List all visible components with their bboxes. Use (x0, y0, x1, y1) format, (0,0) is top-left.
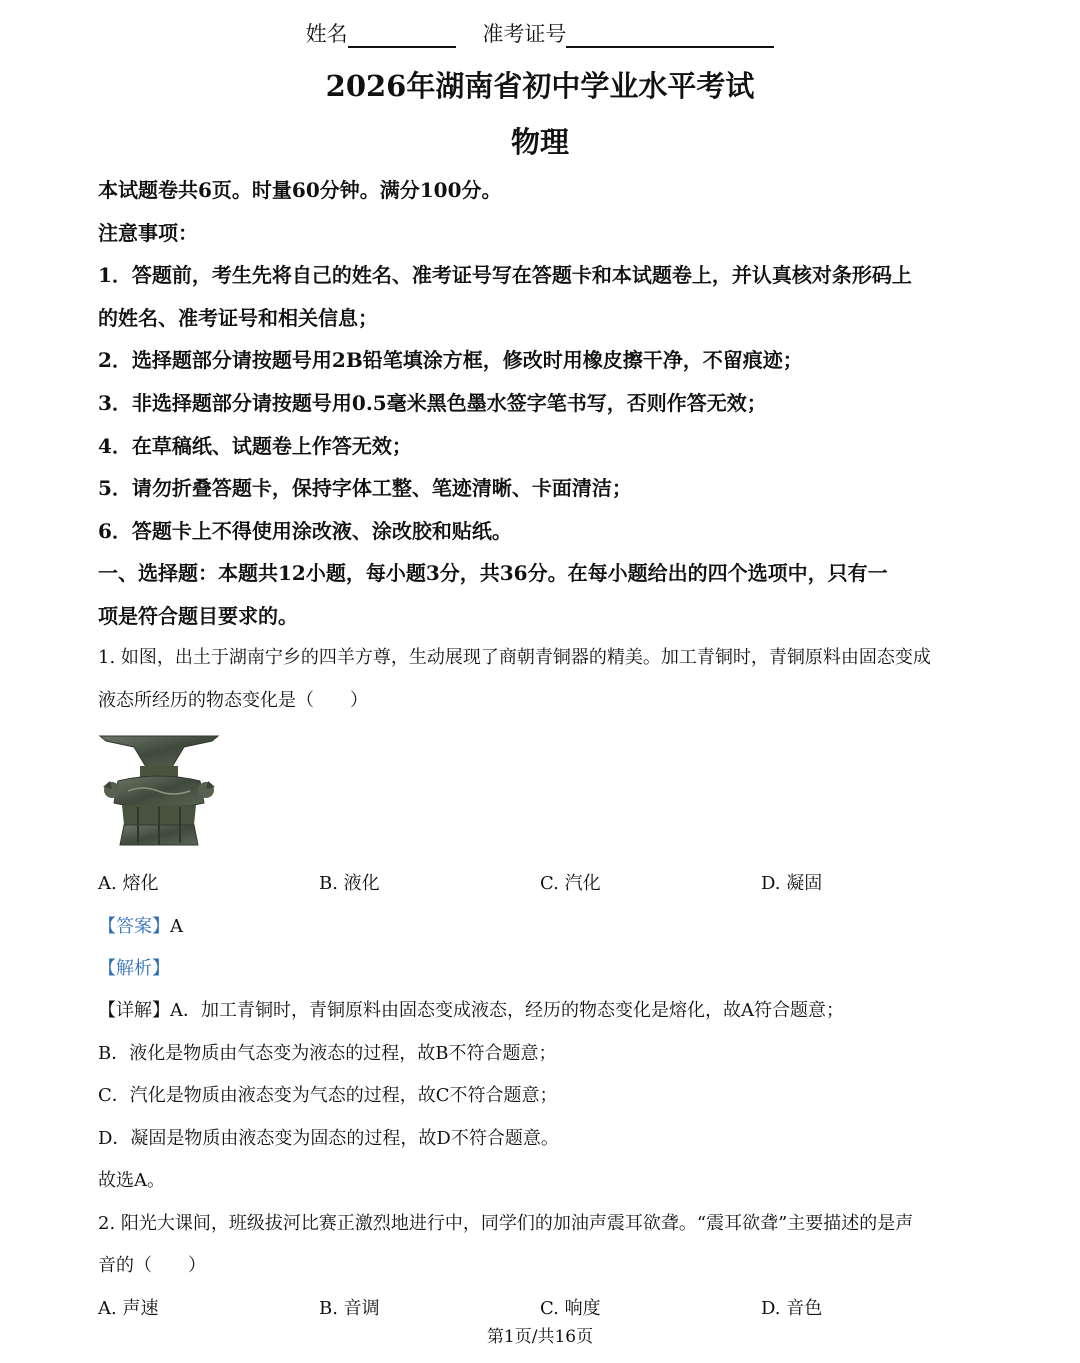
option-c[interactable]: C. 响度 (540, 1298, 601, 1319)
note-line: 4．在草稿纸、试题卷上作答无效； (98, 434, 412, 458)
option-b[interactable]: B. 音调 (319, 1298, 380, 1319)
section-heading: 项是符合题目要求的。 (98, 604, 298, 628)
detail-line: C．汽化是物质由液态变为气态的过程，故C不符合题意； (98, 1085, 558, 1106)
analysis-tag: 【解析】 (98, 958, 170, 979)
note-line: 6．答题卡上不得使用涂改液、涂改胶和贴纸。 (98, 519, 512, 543)
detail-tag: 【详解】 (98, 1000, 170, 1021)
name-label: 姓名 (305, 22, 348, 46)
detail-line: D．凝固是物质由液态变为固态的过程，故D不符合题意。 (98, 1128, 559, 1149)
option-a[interactable]: A. 熔化 (98, 873, 159, 894)
answer-line (98, 912, 990, 938)
option-b[interactable]: B. 液化 (319, 873, 380, 894)
question-2-text: 2. 阳光大课间，班级拔河比赛正激烈地进行中，同学们的加油声震耳欲聋。“震耳欲聋”主要描述的是声 (98, 1213, 914, 1234)
option-d[interactable]: D. 凝固 (761, 873, 823, 894)
page-footer: 第1页/共16页 (486, 1327, 594, 1347)
detail-line: B．液化是物质由气态变为液态的过程，故B不符合题意； (98, 1043, 557, 1064)
question-2-text: 音的（ ） (98, 1255, 206, 1276)
exam-id-blank[interactable] (566, 24, 774, 48)
note-line: 2．选择题部分请按题号用2B铅笔填涂方框，修改时用橡皮擦干净，不留痕迹； (98, 348, 803, 372)
option-c[interactable]: C. 汽化 (540, 873, 601, 894)
question-1-text: 1. 如图，出土于湖南宁乡的四羊方尊，生动展现了商朝青铜器的精美。加工青铜时，青铜原料由固态变成 (98, 647, 931, 668)
conclusion-line: 故选A。 (98, 1170, 165, 1191)
name-blank[interactable] (348, 24, 456, 48)
section-heading: 一、选择题：本题共12小题，每小题3分，共36分。在每小题给出的四个选项中，只有一 (98, 561, 888, 585)
candidate-info-row (0, 18, 1080, 48)
detail-text: A．加工青铜时，青铜原料由固态变成液态，经历的物态变化是熔化，故A符合题意； (170, 1000, 844, 1021)
answer-tag: 【答案】 (98, 916, 170, 937)
answer-value: A (170, 916, 183, 937)
exam-id-field[interactable] (482, 18, 774, 48)
option-d[interactable]: D. 音色 (761, 1298, 823, 1319)
name-field[interactable] (306, 18, 456, 48)
note-line: 1．答题前，考生先将自己的姓名、准考证号写在答题卡和本试题卷上，并认真核对条形码上 (98, 263, 912, 287)
exam-id-label: 准考证号 (482, 22, 567, 46)
note-line: 的姓名、准考证号和相关信息； (98, 306, 378, 330)
question-1-text: 液态所经历的物态变化是（ ） (98, 690, 368, 711)
detail-line (98, 996, 990, 1022)
option-a[interactable]: A. 声速 (98, 1298, 159, 1319)
exam-title: 2026年湖南省初中学业水平考试 (325, 69, 755, 103)
question-2-options (98, 1294, 982, 1320)
intro-line: 本试题卷共6页。时量60分钟。满分100分。 (98, 178, 502, 202)
subject-title: 物理 (510, 125, 569, 159)
note-line: 5．请勿折叠答题卡，保持字体工整、笔迹清晰、卡面清洁； (98, 476, 632, 500)
bronze-vessel-image (98, 733, 220, 849)
notes-heading: 注意事项： (98, 221, 198, 245)
note-line: 3．非选择题部分请按题号用0.5毫米黑色墨水签字笔书写，否则作答无效； (98, 391, 767, 415)
question-1-options (98, 869, 982, 895)
